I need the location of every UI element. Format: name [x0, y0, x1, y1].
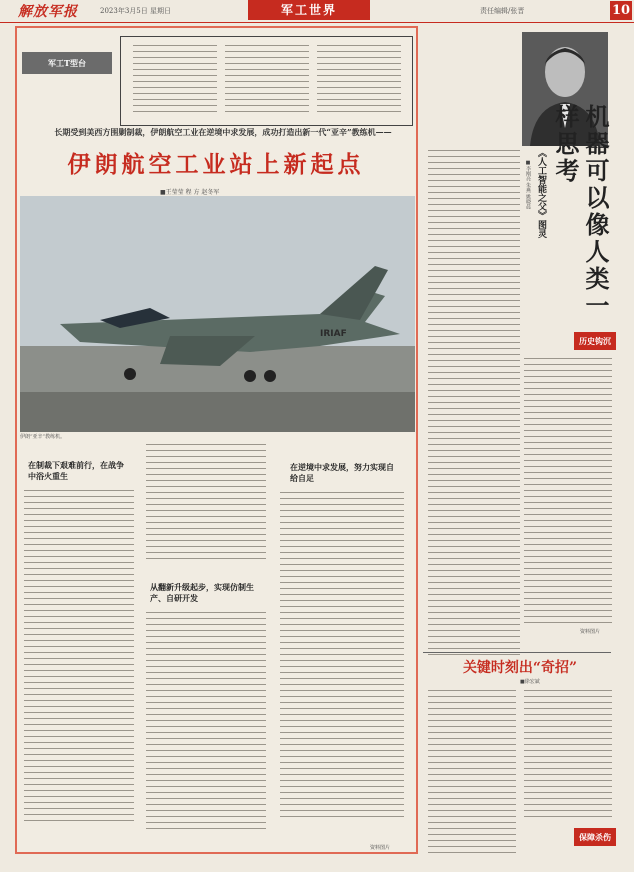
jet-marking: IRIAF	[320, 329, 347, 339]
security-label: 保障杀伤	[574, 828, 616, 846]
lead-box	[120, 36, 413, 126]
turing-article-authors: ■李刚亮 朱燕 姚晓晨	[525, 160, 531, 210]
issue-date: 2023年3月5日 星期日	[100, 7, 171, 15]
article-source: 资料图片	[370, 845, 391, 851]
lead-text-col-1	[133, 45, 217, 117]
section-label: 军工T型台	[22, 52, 112, 74]
history-label: 历史钩沉	[574, 332, 616, 350]
lead-text-col-2	[225, 45, 309, 117]
body-text-col-1	[24, 490, 134, 826]
body-text-col-3	[280, 492, 404, 822]
page-section-title: 军工世界	[248, 0, 370, 20]
section-heading-1: 在制裁下艰难前行，在战争中浴火重生	[28, 460, 124, 481]
turing-text-col-right	[524, 358, 612, 628]
section-heading-2: 从翻新升级起步，实现仿制生产、自研开发	[150, 582, 254, 603]
turing-article-title: 机器可以像人类一样思考	[551, 104, 610, 320]
lead-text-col-3	[317, 45, 401, 117]
page-number: 10	[611, 3, 631, 18]
newspaper-logo: 解放军报	[18, 4, 78, 20]
page-editor: 责任编辑/张晋	[480, 7, 525, 15]
photo-caption: 伊朗“亚辛”教练机。	[20, 434, 66, 440]
column-divider	[423, 652, 611, 653]
security-article-title: 关键时刻出“奇招”	[462, 660, 578, 676]
security-article-author: ■徐宏斌	[520, 679, 540, 685]
body-text-col-2a	[146, 444, 266, 564]
security-text-col-right	[524, 690, 612, 822]
turing-source: 资料图片	[580, 629, 601, 635]
section-heading-3: 在逆境中求发展，努力实现自给自足	[290, 462, 394, 483]
jet-photo	[20, 196, 415, 432]
security-text-col-left	[428, 690, 516, 858]
article-title: 伊朗航空工业站上新起点	[67, 151, 365, 178]
article-subtitle: 长期受到美西方围剿制裁，伊朗航空工业在逆境中求发展，成功打造出新一代“亚辛”教练机——	[54, 127, 392, 137]
turing-article-subtitle: 《人工智能之父》图灵	[536, 148, 546, 238]
body-text-col-2b	[146, 612, 266, 834]
turing-text-col-left	[428, 150, 520, 660]
article-byline: ■王莹莹 程 方 赵冬军	[160, 189, 220, 196]
